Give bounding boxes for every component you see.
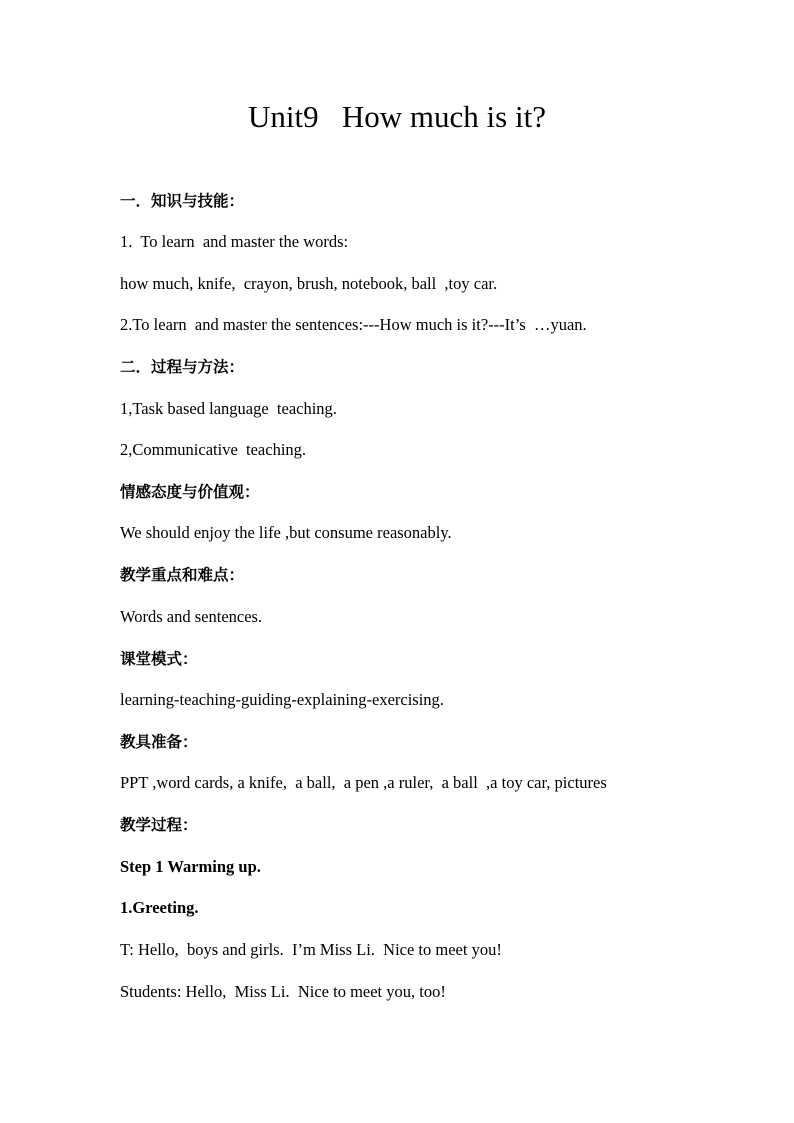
paragraph-line: 1. To learn and master the words: bbox=[120, 232, 349, 251]
section-heading-class-mode: 课堂模式： bbox=[120, 650, 198, 668]
substep-heading: 1.Greeting. bbox=[120, 898, 199, 917]
dialogue-line: T: Hello, boys and girls. I’m Miss Li. Nice to meet you! bbox=[120, 940, 502, 959]
paragraph-line: 2,Communicative teaching. bbox=[120, 440, 307, 459]
paragraph-line: how much, knife, crayon, brush, notebook, ball ,toy car. bbox=[120, 274, 498, 293]
paragraph-line: 2.To learn and master the sentences:---How much is it?---It’s …yuan. bbox=[120, 315, 587, 334]
section-heading-emotion-values: 情感态度与价值观： bbox=[120, 483, 260, 501]
paragraph-line: 1,Task based language teaching. bbox=[120, 399, 337, 418]
paragraph-line: learning-teaching-guiding-explaining-exercising. bbox=[120, 690, 444, 709]
section-heading-key-points: 教学重点和难点： bbox=[120, 566, 245, 584]
dialogue-line: Students: Hello, Miss Li. Nice to meet you, too! bbox=[120, 982, 446, 1001]
paragraph-line: Words and sentences. bbox=[120, 607, 263, 626]
step-heading: Step 1 Warming up. bbox=[120, 857, 261, 876]
document-title: Unit9 How much is it? bbox=[248, 99, 546, 134]
section-heading-knowledge-skills: 一．知识与技能： bbox=[120, 192, 245, 210]
section-heading-process-methods: 二．过程与方法： bbox=[120, 358, 245, 376]
paragraph-line: PPT ,word cards, a knife, a ball, a pen ,a ruler, a ball ,a toy car, pictures bbox=[120, 773, 607, 792]
paragraph-line: We should enjoy the life ,but consume reasonably. bbox=[120, 523, 452, 542]
section-heading-teaching-process: 教学过程： bbox=[120, 816, 198, 834]
section-heading-teaching-aids: 教具准备： bbox=[120, 733, 198, 751]
